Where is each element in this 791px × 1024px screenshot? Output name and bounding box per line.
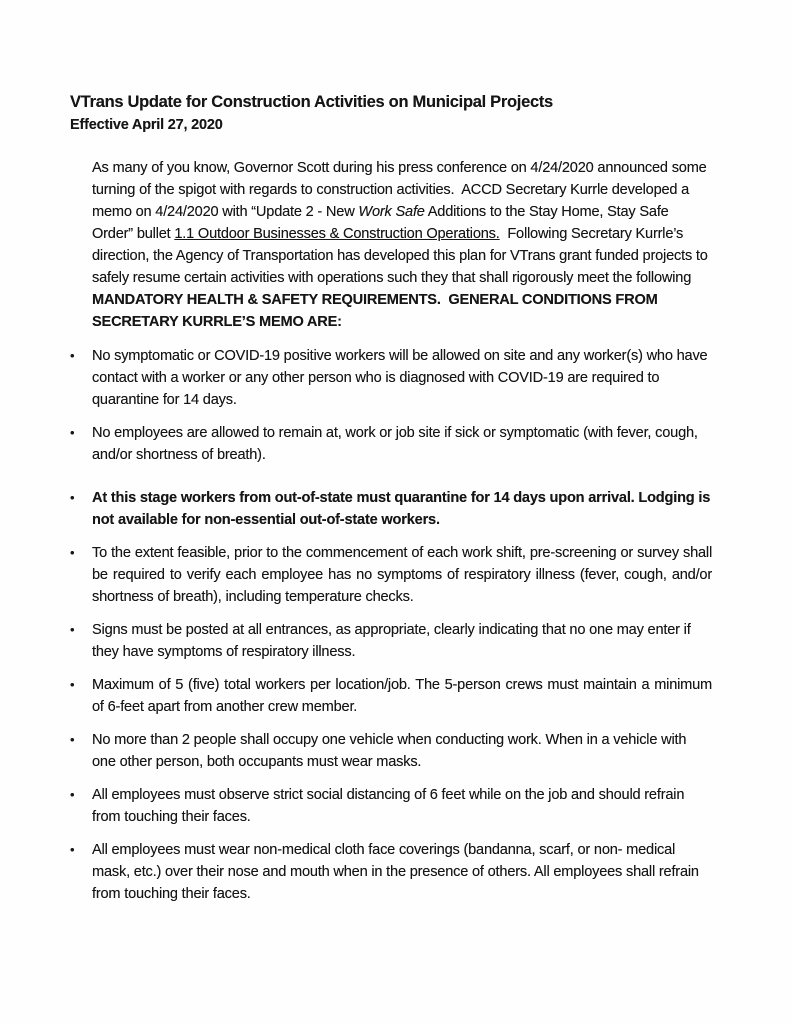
bullet-marker: •	[70, 677, 75, 692]
bullet-item	[70, 345, 712, 411]
intro-segment-normal: Following Secretary Kurrle’s direction, the Agency of Transportation has developed this plan for VTrans grant funded projects to safely resume certain activities with operations such they that shall rigorously meet the following	[92, 226, 708, 286]
bullet-text: To the extent feasible, prior to the commencement of each work shift, pre-screening or survey shall be required to verify each employee has no symptoms of respiratory illness (fever, cough, and/or shortness of breath), including temperature checks.	[92, 545, 712, 605]
bullet-text: All employees must wear non-medical cloth face coverings (bandanna, scarf, or non- medical mask, etc.) over their nose and mouth when in the presence of others. All employees shall refrain from touching their faces.	[92, 842, 699, 902]
bullet-marker: •	[70, 348, 75, 363]
bullet-item	[70, 839, 712, 905]
bullet-item	[70, 619, 712, 663]
bullet-item	[70, 674, 712, 718]
intro-segment-bold: MANDATORY HEALTH & SAFETY REQUIREMENTS. GENERAL CONDITIONS FROM SECRETARY KURRLE’S MEMO ARE:	[92, 292, 658, 330]
intro-segment-normal: As many of you know, Governor Scott during his press conference on 4/24/2020 announced some turning of the spigot with regards to construction activities. ACCD Secretary Kurrle developed a memo on 4/24/2020 with “Update 2 - New	[92, 160, 707, 220]
bullet-item	[70, 784, 712, 828]
bullet-text: At this stage workers from out-of-state must quarantine for 14 days upon arrival. Lodging is not available for non-essential out-of-state workers.	[92, 490, 711, 528]
document-title: VTrans Update for Construction Activities on Municipal Projects	[70, 93, 553, 111]
bullet-marker: •	[70, 545, 75, 560]
bullet-item	[70, 729, 712, 773]
intro-segment-underline: 1.1 Outdoor Businesses & Construction Operations.	[174, 226, 500, 242]
intro-segment-normal: Additions to the Stay Home, Stay Safe Order” bullet	[92, 204, 669, 242]
bullet-text: Signs must be posted at all entrances, as appropriate, clearly indicating that no one may enter if they have symptoms of respiratory illness.	[92, 622, 691, 660]
bullet-marker: •	[70, 787, 75, 802]
intro-segment-italic: Work Safe	[358, 204, 425, 220]
bullet-text: All employees must observe strict social distancing of 6 feet while on the job and should refrain from touching their faces.	[92, 787, 685, 825]
bullet-item	[70, 422, 712, 466]
bullet-text: No more than 2 people shall occupy one vehicle when conducting work. When in a vehicle with one other person, both occupants must wear masks.	[92, 732, 687, 770]
bullet-marker: •	[70, 490, 75, 505]
intro-paragraph	[92, 157, 712, 333]
bullet-text: No employees are allowed to remain at, work or job site if sick or symptomatic (with fever, cough, and/or shortness of breath).	[92, 425, 698, 463]
effective-date: Effective April 27, 2020	[70, 117, 223, 133]
bullet-item	[70, 542, 712, 608]
bullet-marker: •	[70, 732, 75, 747]
bullet-text: No symptomatic or COVID-19 positive workers will be allowed on site and any worker(s) who have contact with a worker or any other person who is diagnosed with COVID-19 are required to quarantine for 14 days.	[92, 348, 708, 408]
bullet-item	[70, 487, 712, 531]
bullet-marker: •	[70, 425, 75, 440]
bullet-list	[70, 345, 712, 905]
bullet-marker: •	[70, 842, 75, 857]
bullet-text: Maximum of 5 (five) total workers per location/job. The 5-person crews must maintain a minimum of 6-feet apart from another crew member.	[92, 677, 712, 715]
bullet-marker: •	[70, 622, 75, 637]
